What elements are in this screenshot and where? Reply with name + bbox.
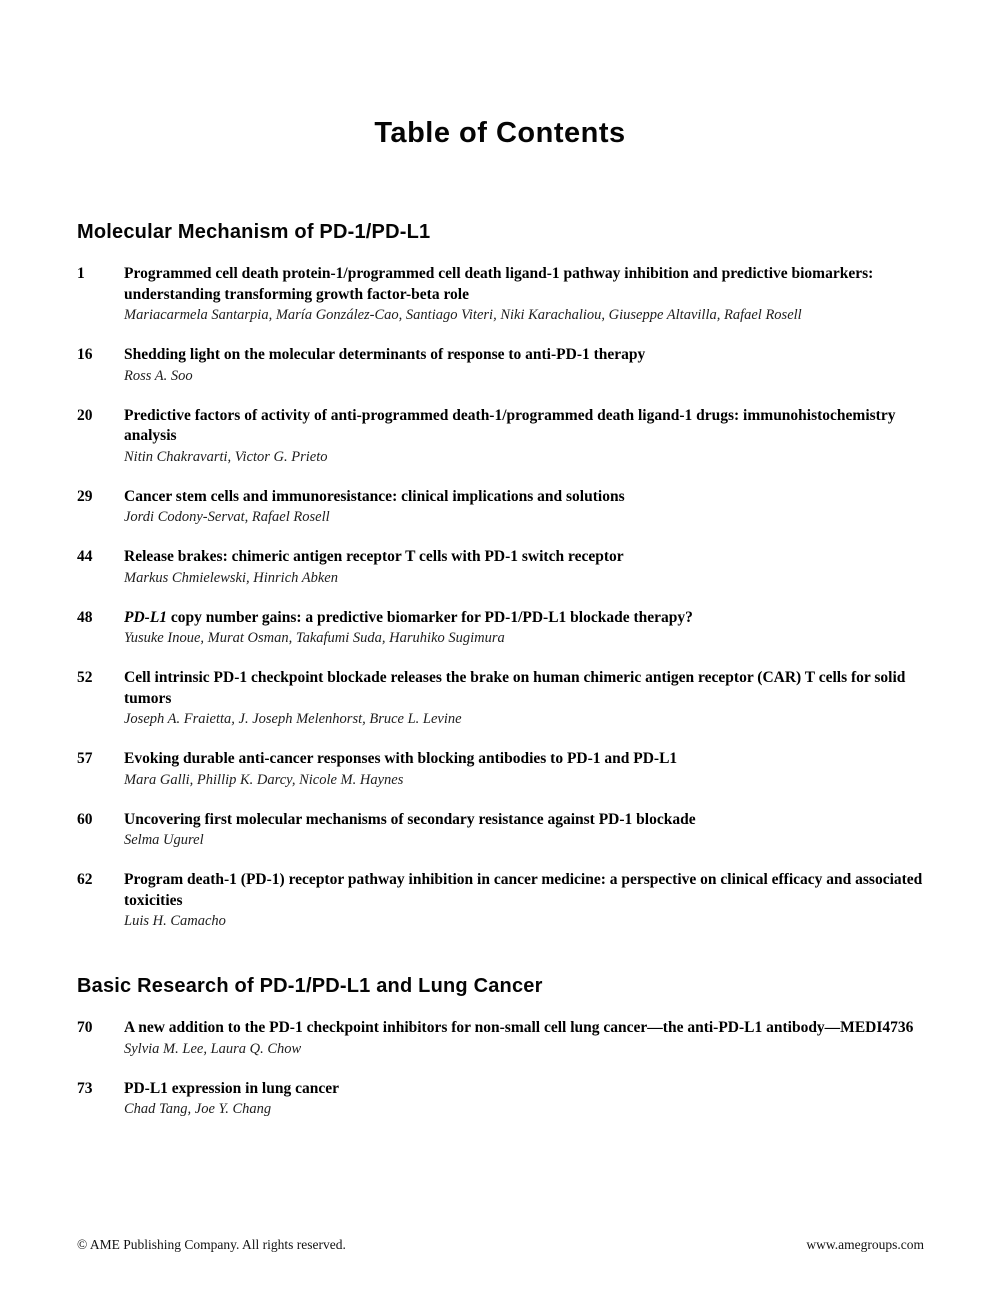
toc-entry xyxy=(77,749,924,790)
entry-page-number: 60 xyxy=(77,810,93,828)
toc-entry xyxy=(77,487,924,528)
entry-page-number: 52 xyxy=(77,669,93,686)
page-title: Table of Contents xyxy=(374,117,626,149)
entry-page-number: 57 xyxy=(77,750,93,767)
entry-authors: Selma Ugurel xyxy=(124,832,204,848)
toc-entry xyxy=(77,345,924,386)
entry-title: Cancer stem cells and immunoresistance: clinical implications and solutions xyxy=(124,487,625,505)
section-molecular-mechanism xyxy=(77,220,924,951)
entry-authors: Joseph A. Fraietta, J. Joseph Melenhorst, Bruce L. Levine xyxy=(124,711,462,727)
entry-authors: Markus Chmielewski, Hinrich Abken xyxy=(124,569,338,586)
entry-title: Shedding light on the molecular determinants of response to anti-PD-1 therapy xyxy=(124,346,646,363)
entry-page-number: 1 xyxy=(77,265,85,282)
entry-body xyxy=(124,749,924,790)
entry-authors: Yusuke Inoue, Murat Osman, Takafumi Suda, Haruhiko Sugimura xyxy=(124,630,505,646)
entry-title: Predictive factors of activity of anti-programmed death-1/programmed death ligand-1 drugs: immunohistochemistry analysis xyxy=(124,406,896,444)
entry-body xyxy=(124,1018,924,1059)
entry-body xyxy=(124,668,924,729)
entry-body xyxy=(124,345,924,386)
entry-page-number: 70 xyxy=(77,1019,93,1036)
entry-body xyxy=(124,1079,924,1120)
page-footer xyxy=(77,1236,924,1253)
entry-title: Cell intrinsic PD-1 checkpoint blockade releases the brake on human chimeric antigen receptor (CAR) T cells for solid tumors xyxy=(124,669,906,707)
entry-body xyxy=(124,264,924,325)
toc-content xyxy=(77,220,924,1139)
entry-body xyxy=(124,810,924,851)
entry-title-rest: copy number gains: a predictive biomarker for PD-1/PD-L1 blockade therapy? xyxy=(167,608,693,626)
toc-entry xyxy=(77,547,924,588)
entry-body xyxy=(124,547,924,588)
entry-title: Uncovering first molecular mechanisms of secondary resistance against PD-1 blockade xyxy=(124,810,696,828)
toc-entry xyxy=(77,1079,924,1120)
entry-authors: Luis H. Camacho xyxy=(124,913,226,929)
toc-entry xyxy=(77,870,924,931)
entry-authors: Mariacarmela Santarpia, María González-Cao, Santiago Viteri, Niki Karachaliou, Giuseppe Altavilla, Rafael Rosell xyxy=(124,307,802,323)
entry-page-number: 62 xyxy=(77,871,93,888)
entry-authors: Mara Galli, Phillip K. Darcy, Nicole M. Haynes xyxy=(124,771,404,788)
entry-page-number: 29 xyxy=(77,487,93,505)
toc-entry xyxy=(77,608,924,649)
section-heading: Basic Research of PD-1/PD-L1 and Lung Cancer xyxy=(77,975,543,997)
entry-page-number: 73 xyxy=(77,1079,93,1097)
entry-title: Release brakes: chimeric antigen receptor T cells with PD-1 switch receptor xyxy=(124,548,624,565)
toc-entry xyxy=(77,264,924,325)
entry-authors: Chad Tang, Joe Y. Chang xyxy=(124,1101,272,1117)
entry-body xyxy=(124,608,924,649)
toc-entry xyxy=(77,1018,924,1059)
entry-body xyxy=(124,870,924,931)
entry-page-number: 16 xyxy=(77,346,93,363)
footer-copyright: © AME Publishing Company. All rights reserved. xyxy=(77,1237,346,1252)
section-basic-research xyxy=(77,974,924,1139)
entry-title: Evoking durable anti-cancer responses with blocking antibodies to PD-1 and PD-L1 xyxy=(124,750,678,767)
entry-page-number: 48 xyxy=(77,608,93,626)
entry-page-number: 44 xyxy=(77,548,93,565)
toc-entry xyxy=(77,668,924,729)
entry-title-italic-prefix: PD-L1 xyxy=(124,608,168,626)
footer-website: www.amegroups.com xyxy=(806,1237,924,1252)
toc-entry xyxy=(77,810,924,851)
section-heading: Molecular Mechanism of PD-1/PD-L1 xyxy=(77,221,431,243)
entry-authors: Jordi Codony-Servat, Rafael Rosell xyxy=(124,509,330,525)
entry-title: PD-L1 expression in lung cancer xyxy=(124,1079,339,1097)
toc-entry xyxy=(77,406,924,467)
entry-body xyxy=(124,406,924,467)
entry-authors: Ross A. Soo xyxy=(124,367,193,384)
entry-body xyxy=(124,487,924,528)
entry-page-number: 20 xyxy=(77,406,93,424)
entry-authors: Sylvia M. Lee, Laura Q. Chow xyxy=(124,1040,302,1057)
entry-title: Programmed cell death protein-1/programmed cell death ligand-1 pathway inhibition and predictive biomarkers: understanding transforming growth factor-beta role xyxy=(124,265,874,303)
entry-title: Program death-1 (PD-1) receptor pathway inhibition in cancer medicine: a perspective on clinical efficacy and associated toxicities xyxy=(124,871,923,909)
entry-authors: Nitin Chakravarti, Victor G. Prieto xyxy=(124,448,328,465)
entry-title xyxy=(124,608,924,629)
entry-title: A new addition to the PD-1 checkpoint inhibitors for non-small cell lung cancer—the anti-PD-L1 antibody—MEDI4736 xyxy=(124,1019,914,1036)
